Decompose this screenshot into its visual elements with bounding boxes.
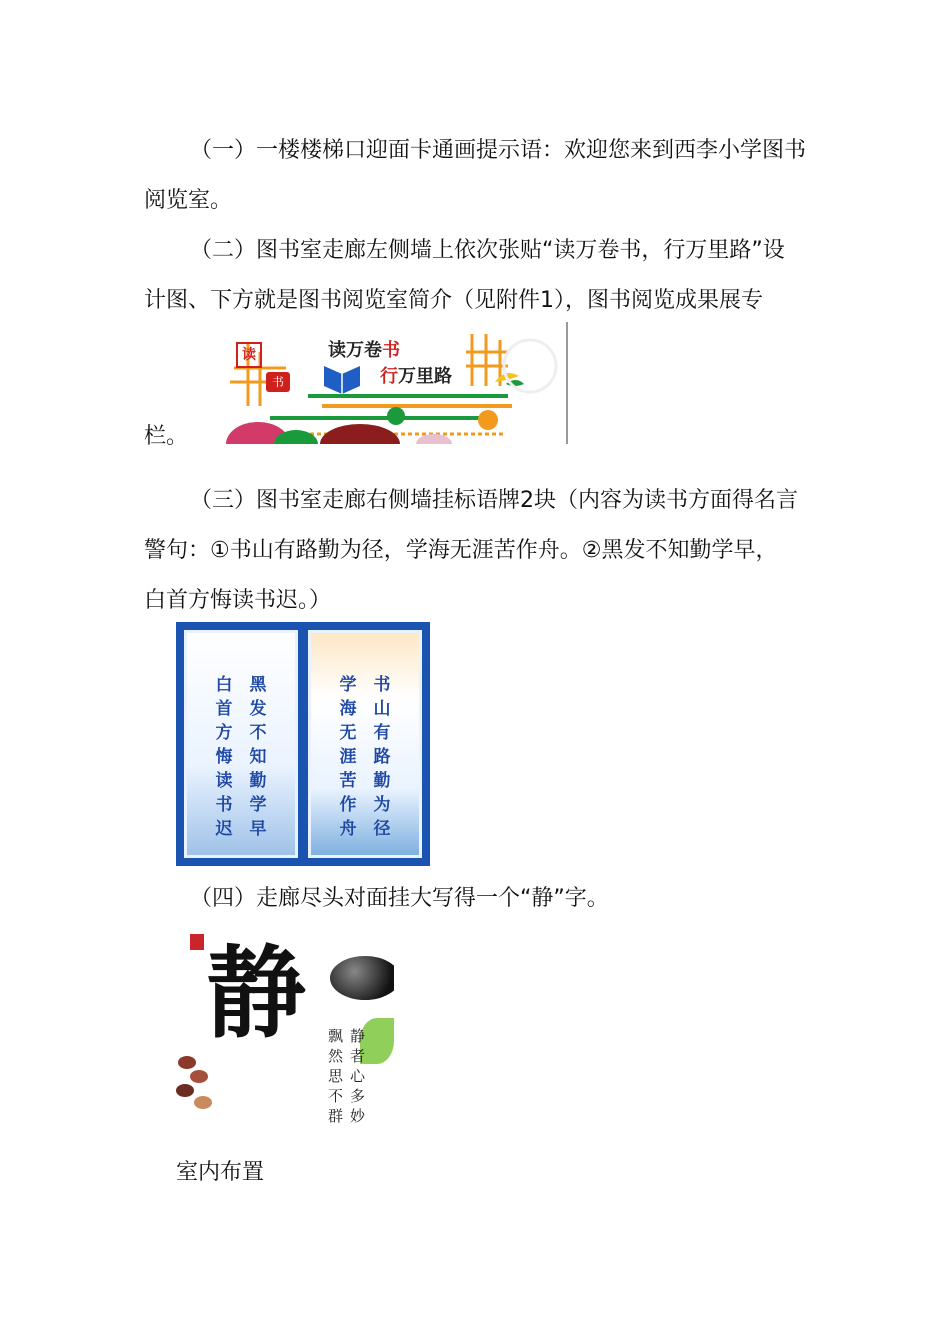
- paragraph-3-line-2: 警句：①书山有路勤为径，学海无涯苦作舟。②黑发不知勤学早，: [144, 538, 778, 563]
- jing-poem: [328, 1026, 366, 1126]
- badge-shu: 书: [266, 372, 290, 392]
- placard-left-col-left: 白首方悔读书迟: [215, 675, 233, 839]
- paragraph-2-line-1: （二）图书室走廊左侧墙上依次张贴“读万卷书，行万里路”设: [190, 238, 785, 263]
- paragraph-1-line-1: （一）一楼楼梯口迎面卡通画提示语：欢迎您来到西李小学图书: [190, 138, 807, 163]
- poem-col-1: 静者心多妙: [350, 1027, 366, 1125]
- paragraph-4-line-1: （四）走廊尽头对面挂大写得一个“静”字。: [190, 886, 609, 911]
- paragraph-5-line-1: 室内布置: [176, 1160, 265, 1185]
- placard-right-col-left: 学海无涯苦作舟: [339, 675, 357, 839]
- black-stone: [330, 956, 394, 1000]
- paragraph-3-line-3: 白首方悔读书迟。）: [144, 588, 332, 613]
- placard-left: [184, 630, 298, 858]
- slogan-placards-image: [176, 622, 430, 866]
- reading-banner-image: [190, 322, 568, 444]
- placard-left-col-right: 黑发不知勤学早: [249, 675, 267, 839]
- badge-du: 读: [236, 342, 262, 368]
- beans-decoration: [176, 1054, 216, 1114]
- jing-character: 静: [206, 934, 306, 1052]
- paragraph-2-line-3: 栏。: [144, 424, 189, 449]
- poem-col-2: 飘然思不群: [328, 1027, 344, 1125]
- placard-right: [308, 630, 422, 858]
- paragraph-1-line-2: 阅览室。: [144, 188, 233, 213]
- paragraph-2-line-2: 计图、下方就是图书阅览室简介（见附件1），图书阅览成果展专: [144, 288, 763, 313]
- jing-calligraphy-image: [176, 930, 394, 1128]
- red-seal: [190, 934, 204, 950]
- banner-line-2: 行万里路: [380, 366, 452, 387]
- placard-right-col-right: 书山有路勤为径: [373, 675, 391, 839]
- banner-edge: [566, 322, 568, 444]
- banner-line-1: 读万卷书: [328, 340, 400, 361]
- paragraph-3-line-1: （三）图书室走廊右侧墙挂标语牌2块（内容为读书方面得名言: [190, 488, 798, 513]
